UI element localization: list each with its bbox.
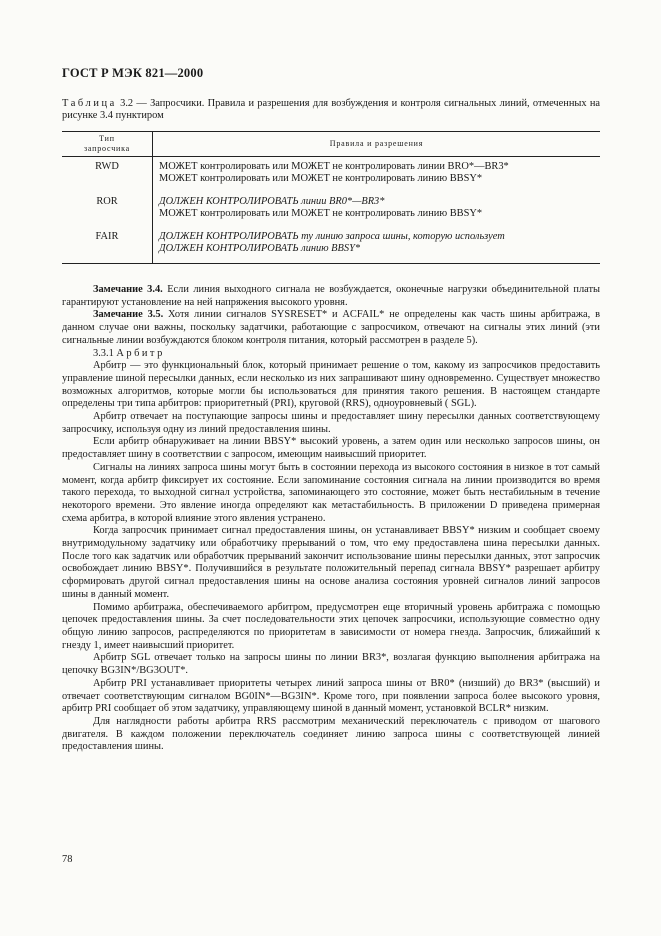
col-header-rules: Правила и разрешения — [153, 132, 601, 157]
paragraph: Арбитр отвечает на поступающие запросы шины и предоставляет шину пересылки данных соответствующему запросчику, используя одну из линий предоставления шины. — [62, 411, 600, 435]
rule-object: линию BBSY* — [298, 243, 361, 254]
rule-line: МОЖЕТ контролировать или МОЖЕТ не контролировать линию BBSY* — [159, 208, 483, 219]
paragraph: Если арбитр обнаруживает на линии BBSY* высокий уровень, а затем один или несколько запросов шины, он предоставляет шину в соответствии с запросом, имеющим наивысший приоритет. — [62, 436, 600, 461]
note-label: Замечание 3.4. — [93, 284, 163, 295]
cell-rules — [153, 192, 601, 227]
rule-line-emphasis — [159, 243, 360, 254]
note-label: Замечание 3.5. — [93, 309, 164, 321]
standard-header: ГОСТ Р МЭК 821—2000 — [62, 66, 204, 80]
table-header-row — [62, 132, 600, 157]
rule-line: МОЖЕТ контролировать или МОЖЕТ не контролировать линию BBSY* — [159, 173, 483, 184]
rule-keyword: ДОЛЖЕН КОНТРОЛИРОВАТЬ — [159, 231, 299, 242]
table-row-fair — [62, 227, 600, 264]
paragraph: Когда запросчик принимает сигнал предоставления шины, он устанавливает BBSY* низким и сообщает своему внутримодульному задатчику или обработчику прерываний о том, что ему предоставлена шина пересылки данных. После того как задатчик или обработчик прерываний закончит использование шины пересылки данных, этот запросчик освобождает линию BBSY*. Получившийся в результате положительный перепад сигнала BBSY* разрешает арбитру сформировать другой сигнал предоставления шины на основе анализа состояния уровней сигналов линий запросов шины в данный момент. — [62, 525, 600, 600]
paragraph: Арбитр PRI устанавливает приоритеты четырех линий запроса шины от BR0* (низший) до BR3* (высший) и отвечает соответствующим сигналом BG0IN*—BG3IN*. Кроме того, при появлении запроса более высокого уровня, арбитр PRI сообщает об этом задатчику, управляющему шиной в данный момент, установкой BCLR* низким. — [62, 677, 600, 715]
table-caption-label: Таблица — [62, 98, 117, 109]
note-3-4 — [62, 284, 600, 309]
cell-type: ROR — [62, 192, 153, 227]
note-text: Хотя линии сигналов SYSRESET* и ACFAIL* не определены как часть шины арбитража, в данном случае они важны, поскольку задатчики, работающие с запросчиком, отвечают на сигналы этих линий (эти сигнальные линии возбуждаются блоком контроля питания, который рассмотрен в разделе 5). — [62, 309, 600, 346]
cell-type: RWD — [62, 157, 153, 193]
cell-rules — [153, 227, 601, 264]
paragraph: Помимо арбитража, обеспечиваемого арбитром, предусмотрен еще вторичный уровень арбитража с помощью цепочек предоставления шины. За счет последовательности этих цепочек запросчики, использующие совместно одну общую линию запросов, распределяются по приоритетам в зависимости от номера гнезда. Запросчик, ближайший к гнезду 1, имеет наивысший приоритет. — [62, 601, 600, 651]
note-3-5 — [62, 309, 600, 347]
note-text: Если линия выходного сигнала не возбуждается, оконечные нагрузки объединительной платы гарантируют установление на ней напряжения высокого уровня. — [62, 284, 601, 308]
col-header-type-line2: запросчика — [83, 144, 131, 153]
rule-line-emphasis — [159, 231, 505, 242]
rule-object: ту линию запроса шины, которую использует — [298, 231, 505, 242]
body-text — [62, 284, 600, 754]
paragraph: Арбитр SGL отвечает только на запросы шины по линии BR3*, возлагая функцию выполнения арбитража на цепочку BG3IN*/BG3OUT*. — [62, 652, 600, 677]
col-header-type-line1: Тип — [99, 134, 115, 143]
section-number: 3.3.1 — [93, 347, 117, 359]
col-header-type — [62, 132, 153, 157]
rule-keyword: ДОЛЖЕН КОНТРОЛИРОВАТЬ — [159, 196, 299, 207]
section-title: Арбитр — [116, 347, 165, 359]
section-heading — [62, 348, 600, 361]
paragraph: Сигналы на линиях запроса шины могут быть в состоянии перехода из высокого состояния в низкое в тот самый момент, когда арбитр фиксирует их состояние. Если запоминание состояния сигнала на линии производится во время такого перехода, то выходной сигнал устройства, запоминающего это состояние, может быть нестабильным в течение некоторого времени. Это явление иногда определяют как метастабильность. В приложении D приведена примерная схема арбитра, в которой влияние этого явления устранено. — [62, 461, 600, 524]
table-row-ror — [62, 192, 600, 227]
paragraph: Для наглядности работы арбитра RRS рассмотрим механический переключатель с приводом от шагового двигателя. В каждом положении переключатель соединяет линию запроса шины с соответствующей линией предоставления шины. — [62, 715, 600, 753]
rule-line: МОЖЕТ контролировать или МОЖЕТ не контролировать линии BRO*—BR3* — [159, 161, 509, 172]
rule-keyword: ДОЛЖЕН КОНТРОЛИРОВАТЬ — [159, 243, 299, 254]
cell-type: FAIR — [62, 227, 153, 264]
table-caption-text: 3.2 — Запросчики. Правила и разрешения для возбуждения и контроля сигнальных линий, отмеченных на рисунке 3.4 пунктиром — [62, 98, 600, 121]
table-row-rwd — [62, 157, 600, 193]
rule-object: линии BR0*—BR3* — [298, 196, 385, 207]
page-number: 78 — [62, 854, 73, 865]
paragraph: Арбитр — это функциональный блок, который принимает решение о том, какому из запросчиков предоставить управление шиной пересылки данных, если несколько из них запрашивают шину одновременно. Существует множество возможных алгоритмов, которые могли бы использоваться для принятия такого решения. В настоящем стандарте определены три типа арбитров: приоритетный (PRI), круговой (RRS), одноуровневый ( SGL). — [62, 360, 600, 410]
requester-rules-table — [62, 131, 600, 264]
table-caption — [62, 98, 600, 122]
cell-rules — [153, 157, 601, 193]
rule-line-emphasis — [159, 196, 384, 207]
